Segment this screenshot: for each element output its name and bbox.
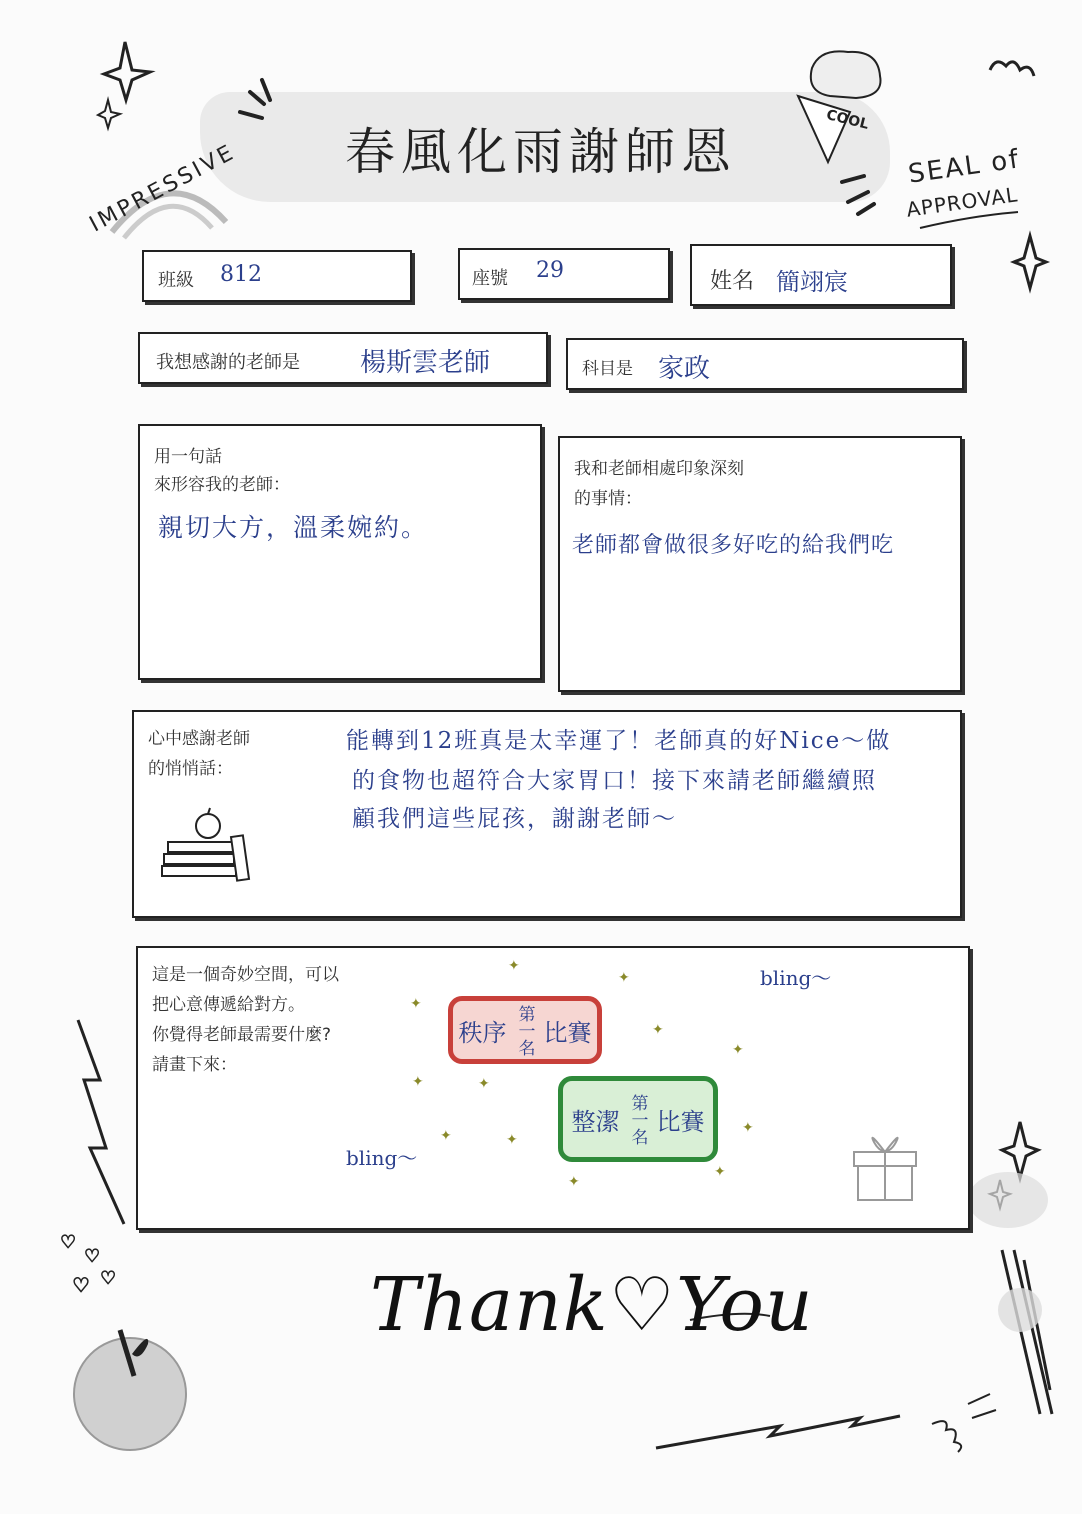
badge-2-left: 整潔 <box>571 1107 620 1136</box>
thank-you-text: Thank♡You <box>370 1262 814 1348</box>
class-label: 班級 <box>158 270 194 291</box>
drawing-box: 這是一個奇妙空間，可以 把心意傳遞給對方。 你覺得老師最需要什麼? 請畫下來： bling～ bling～ 秩序 第一名 比賽 整潔 第一名 比賽 ✦ ✦ ✦ ✦ ✦ ✦ ✦ ✦ ✦ ✦ ✦ ✦ <box>136 946 970 1230</box>
subject-box <box>566 338 964 390</box>
cleanliness-award-badge <box>558 1076 718 1162</box>
memory-answer: 老師都會做很多好吃的給我們吃 <box>572 533 895 558</box>
teacher-value: 楊斯雲老師 <box>360 348 491 378</box>
seal-text: SEAL of <box>906 144 1023 190</box>
describe-label-2: 來形容我的老師： <box>154 475 290 495</box>
sparkle-icon <box>104 42 150 100</box>
sparkle-icon <box>1014 236 1046 288</box>
sparkle-icon <box>98 100 120 128</box>
class-value: 812 <box>220 262 262 287</box>
whisper-line-1: 能轉到12班真是太幸運了！老師真的好Nice～做 <box>346 728 892 754</box>
books-apple-icon <box>160 806 260 886</box>
describe-answer: 親切大方，溫柔婉約。 <box>158 513 429 542</box>
badge-1-mid: 第一名 <box>514 1004 535 1056</box>
seat-label: 座號 <box>472 268 508 289</box>
subject-label: 科目是 <box>582 359 633 379</box>
approval-text: APPROVAL <box>904 182 1020 222</box>
teacher-box <box>138 332 548 384</box>
whisper-line-2: 的食物也超符合大家胃口！接下來請老師繼續照 <box>352 768 877 794</box>
svg-text:♡: ♡ <box>72 1273 90 1297</box>
bling-text: bling～ <box>760 966 832 990</box>
impressive-text: IMPRESSIVE <box>85 139 240 238</box>
drawing-label-4: 請畫下來： <box>152 1055 237 1075</box>
badge-1-right: 比賽 <box>543 1018 592 1047</box>
memory-label-1: 我和老師相處印象深刻 <box>574 459 744 479</box>
sparkle-icon <box>1002 1122 1038 1178</box>
name-value: 簡翊宸 <box>776 268 848 296</box>
page-title: 春風化雨謝師恩 <box>345 123 737 181</box>
gift-icon <box>848 1126 928 1202</box>
bling-text: bling～ <box>346 1146 418 1170</box>
class-box <box>142 250 412 302</box>
svg-text:♡: ♡ <box>100 1268 117 1289</box>
lightning-icon <box>78 1020 124 1224</box>
whisper-label-1: 心中感謝老師 <box>148 729 250 749</box>
cool-text: COOL <box>824 107 871 133</box>
memory-label-2: 的事情： <box>574 489 642 509</box>
name-label: 姓名 <box>710 269 755 294</box>
seat-box <box>458 248 670 300</box>
teacher-label: 我想感謝的老師是 <box>156 352 300 373</box>
memory-box <box>558 436 962 692</box>
badge-2-right: 比賽 <box>656 1107 705 1136</box>
drawing-label-3: 你覺得老師最需要什麼? <box>152 1025 332 1045</box>
svg-text:♡: ♡ <box>60 1232 77 1253</box>
svg-text:♡: ♡ <box>84 1246 101 1267</box>
describe-box <box>138 424 542 680</box>
name-box <box>690 244 952 306</box>
badge-1-left: 秩序 <box>458 1018 507 1047</box>
seat-value: 29 <box>536 258 564 283</box>
drawing-label-1: 這是一個奇妙空間，可以 <box>152 965 339 985</box>
order-award-badge <box>448 996 602 1064</box>
subject-value: 家政 <box>658 354 711 384</box>
drawing-label-2: 把心意傳遞給對方。 <box>152 995 305 1015</box>
whisper-label-2: 的悄悄話： <box>148 759 233 779</box>
describe-label-1: 用一句話 <box>154 447 222 467</box>
badge-2-mid: 第一名 <box>627 1093 648 1145</box>
whisper-line-3: 顧我們這些屁孩，謝謝老師～ <box>352 806 677 832</box>
whisper-box <box>132 710 962 918</box>
